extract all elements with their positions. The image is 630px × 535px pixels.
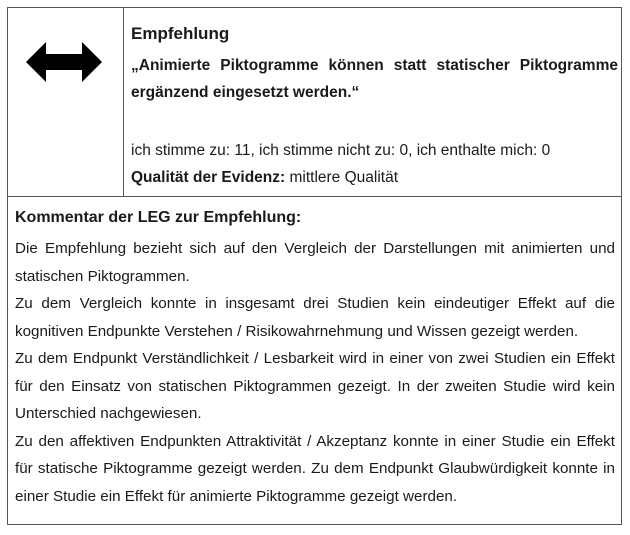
recommendation-header: [8, 8, 621, 197]
recommendation-title: Empfehlung: [131, 24, 230, 43]
comment-body: [15, 235, 615, 510]
comment-paragraph: Zu den affektiven Endpunkten Attraktivität / Akzeptanz konnte in einer Studie ein Effekt für statische Piktogramme gezeigt werden. Zu dem Endpunkt Glaubwürdigkeit konnte in einer Studie ein Effekt für animierte Piktogramme gezeigt werden.: [15, 432, 615, 505]
recommendation-quote: „Animierte Piktogramme können statt statischer Piktogramme ergänzend eingesetzt werden.“: [131, 57, 618, 101]
recommendation-box: [7, 7, 622, 525]
comment-paragraph: Zu dem Endpunkt Verständlichkeit / Lesbarkeit wird in einer von zwei Studien ein Effekt für den Einsatz von statischen Piktogrammen gezeigt. In der zweiten Studie wird kein Unterschied nachgewiesen.: [15, 350, 615, 422]
comment-section: [15, 206, 615, 510]
evidence-quality: [131, 165, 398, 191]
vote-result: ich stimme zu: 11, ich stimme nicht zu: 0, ich enthalte mich: 0: [131, 142, 551, 159]
evidence-label: Qualität der Evidenz:: [131, 169, 286, 186]
comment-paragraph: Die Empfehlung bezieht sich auf den Vergleich der Darstellungen mit animierten und statischen Piktogrammen.: [15, 240, 615, 285]
double-arrow-icon: [26, 42, 102, 82]
comment-paragraph: Zu dem Vergleich konnte in insgesamt drei Studien kein eindeutiger Effekt auf die kognitiven Endpunkte Verstehen / Risikowahrnehmung und Wissen gezeigt werden.: [15, 295, 615, 340]
recommendation-text: [131, 22, 618, 106]
comment-title: Kommentar der LEG zur Empfehlung:: [15, 209, 302, 226]
icon-cell: [8, 8, 124, 196]
evidence-value: mittlere Qualität: [289, 169, 399, 186]
